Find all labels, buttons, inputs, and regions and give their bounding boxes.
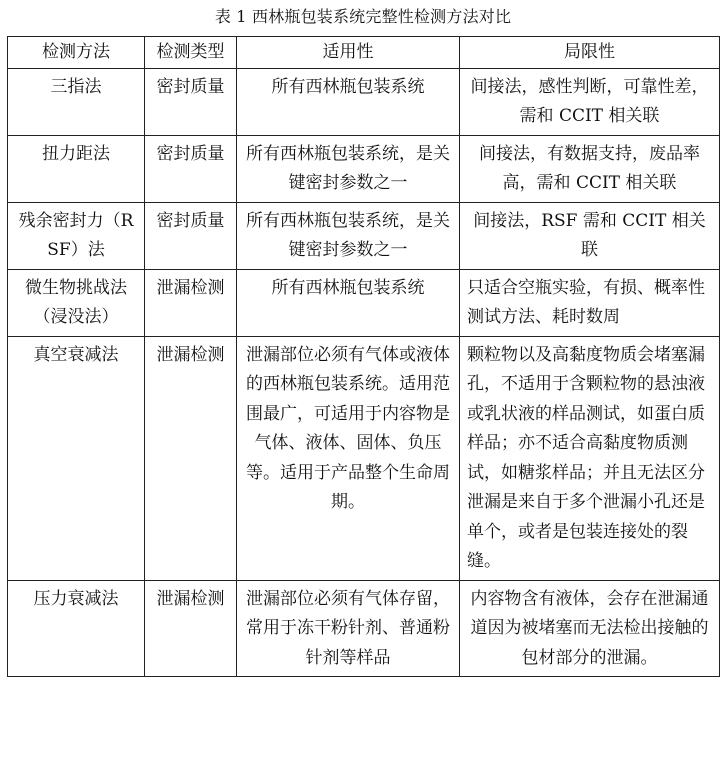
cell-limit: 间接法，RSF 需和 CCIT 相关联 [460, 202, 720, 269]
cell-type: 泄漏检测 [145, 336, 237, 580]
header-limit: 局限性 [460, 37, 720, 69]
cell-method: 压力衰减法 [8, 580, 145, 677]
table-row [8, 336, 720, 580]
cell-type: 密封质量 [145, 68, 237, 135]
cell-limit: 只适合空瓶实验，有损、概率性测试方法、耗时数周 [460, 269, 720, 336]
header-method: 检测方法 [8, 37, 145, 69]
cell-scope: 所有西林瓶包装系统，是关键密封参数之一 [237, 135, 460, 202]
table-row [8, 202, 720, 269]
header-scope: 适用性 [237, 37, 460, 69]
cell-type: 密封质量 [145, 135, 237, 202]
cell-scope: 所有西林瓶包装系统 [237, 269, 460, 336]
cell-type: 泄漏检测 [145, 269, 237, 336]
cell-method: 微生物挑战法（浸没法） [8, 269, 145, 336]
header-row [8, 37, 720, 69]
table-caption: 表 1 西林瓶包装系统完整性检测方法对比 [214, 7, 512, 26]
cell-scope: 泄漏部位必须有气体或液体的西林瓶包装系统。适用范围最广，可适用于内容物是气体、液体、固体、负压等。适用于产品整个生命周期。 [237, 336, 460, 580]
cell-limit: 间接法，感性判断，可靠性差，需和 CCIT 相关联 [460, 68, 720, 135]
cell-limit: 间接法，有数据支持，废品率高，需和 CCIT 相关联 [460, 135, 720, 202]
cell-method: 真空衰减法 [8, 336, 145, 580]
table-row [8, 580, 720, 677]
cell-limit: 颗粒物以及高黏度物质会堵塞漏孔，不适用于含颗粒物的悬浊液或乳状液的样品测试，如蛋白质样品；亦不适合高黏度物质测试，如糖浆样品；并且无法区分泄漏是来自于多个泄漏小孔还是单个，或者是包装连接处的裂缝。 [460, 336, 720, 580]
cell-method: 扭力距法 [8, 135, 145, 202]
cell-scope: 所有西林瓶包装系统，是关键密封参数之一 [237, 202, 460, 269]
cell-scope: 所有西林瓶包装系统 [237, 68, 460, 135]
table-row [8, 135, 720, 202]
table-row [8, 68, 720, 135]
header-type: 检测类型 [145, 37, 237, 69]
cell-method: 残余密封力（RSF）法 [8, 202, 145, 269]
table-row [8, 269, 720, 336]
cell-scope: 泄漏部位必须有气体存留，常用于冻干粉针剂、普通粉针剂等样品 [237, 580, 460, 677]
comparison-table [7, 36, 720, 677]
cell-method: 三指法 [8, 68, 145, 135]
cell-limit: 内容物含有液体，会存在泄漏通道因为被堵塞而无法检出接触的包材部分的泄漏。 [460, 580, 720, 677]
cell-type: 密封质量 [145, 202, 237, 269]
cell-type: 泄漏检测 [145, 580, 237, 677]
